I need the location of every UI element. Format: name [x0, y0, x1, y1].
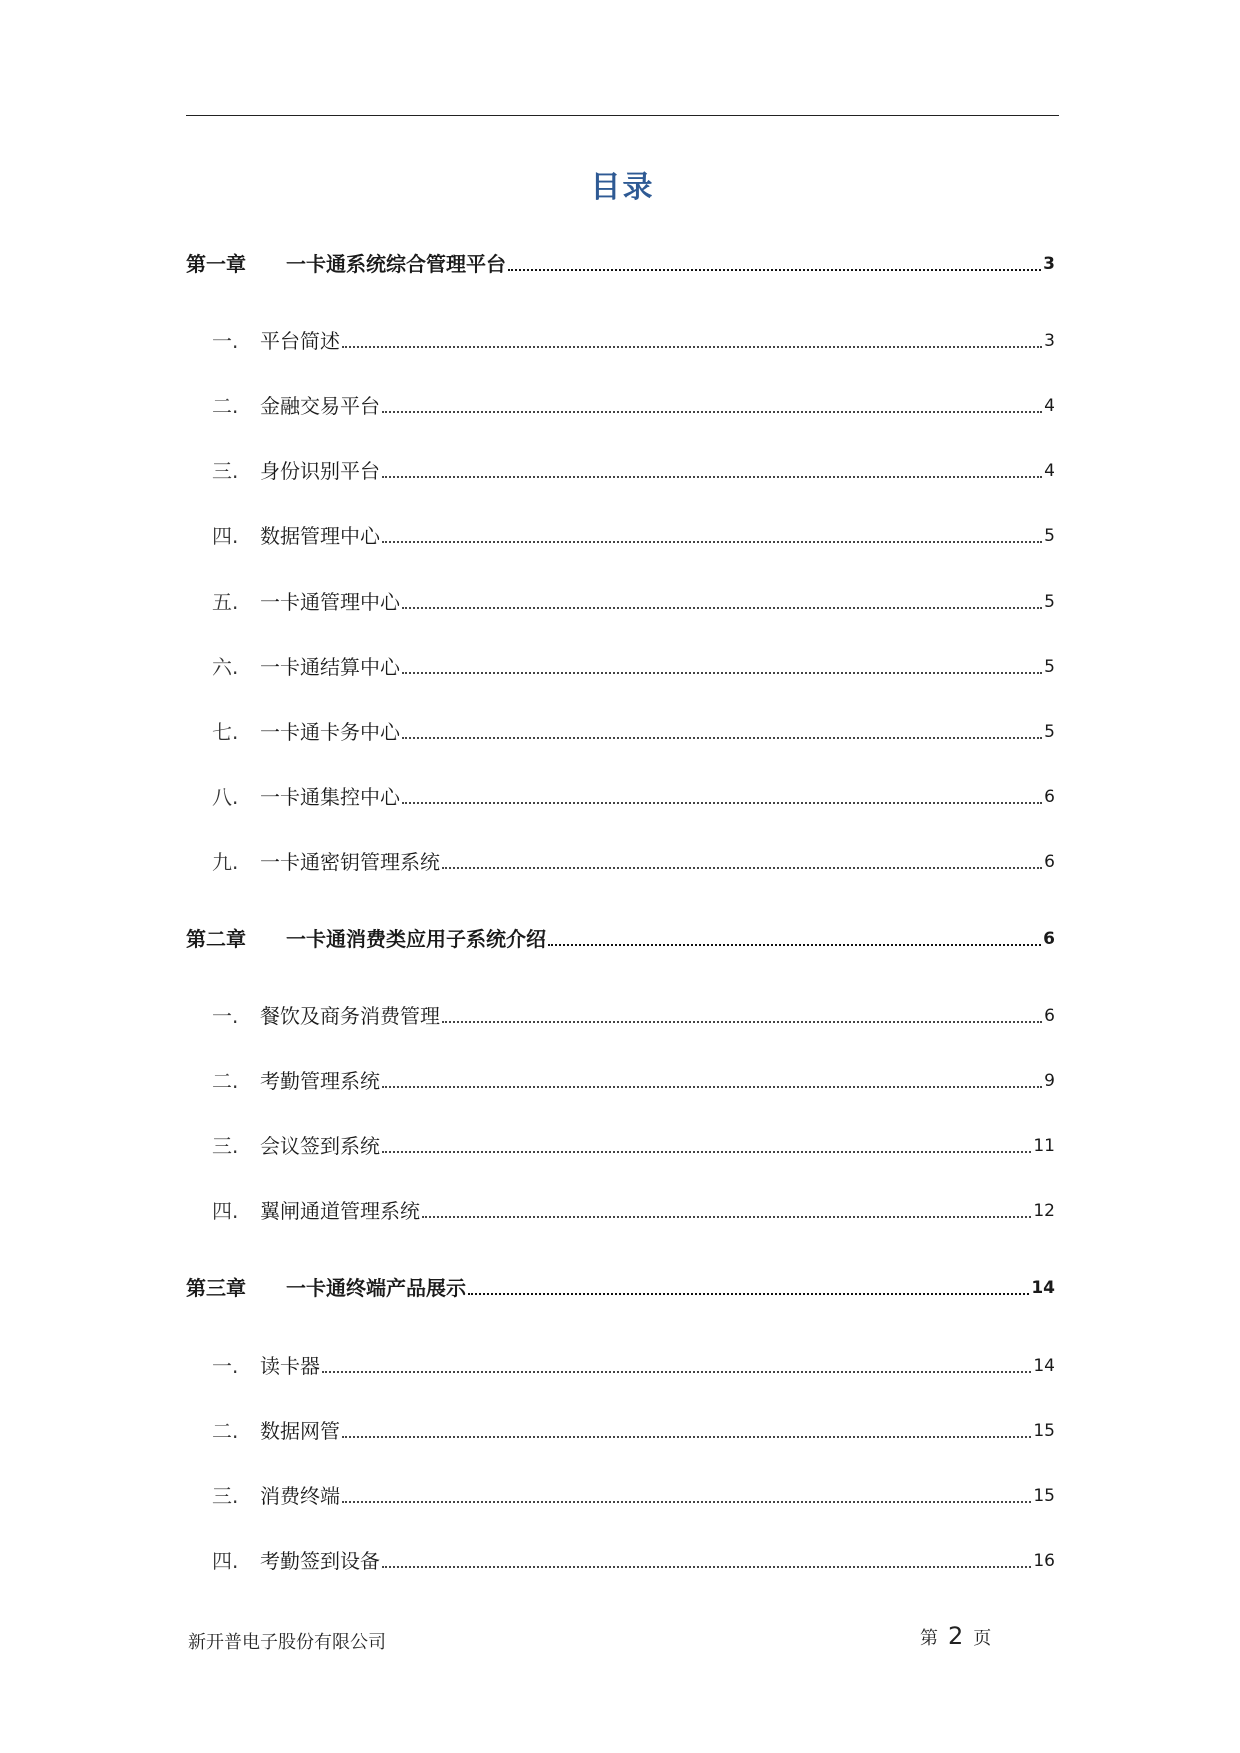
toc-entry-section[interactable]: [186, 584, 1059, 614]
toc-entry-label: 一卡通消费类应用子系统介绍: [286, 927, 546, 951]
toc-entry-page: 15: [1033, 1421, 1055, 1441]
toc-entry-page: 6: [1043, 929, 1055, 949]
toc-leader-dots: [548, 940, 1041, 946]
toc-entry-label: 金融交易平台: [260, 394, 380, 418]
toc-entry-section[interactable]: [186, 323, 1059, 353]
toc-entry-label: 一卡通密钥管理系统: [260, 850, 440, 874]
toc-entry-section[interactable]: [186, 1543, 1059, 1573]
toc-entry-label: 数据管理中心: [260, 524, 380, 548]
toc-list: [186, 0, 1059, 1753]
toc-entry-label: 数据网管: [260, 1419, 340, 1443]
toc-entry-section[interactable]: [186, 453, 1059, 483]
toc-entry-page: 4: [1044, 461, 1055, 481]
toc-entry-number: 三.: [212, 1484, 239, 1508]
toc-entry-chapter[interactable]: [186, 1270, 1059, 1300]
toc-entry-label: 会议签到系统: [260, 1134, 380, 1158]
footer-company-name: 新开普电子股份有限公司: [188, 1632, 386, 1653]
toc-leader-dots: [342, 1432, 1031, 1438]
toc-entry-page: 12: [1033, 1201, 1055, 1221]
toc-entry-number: 二.: [212, 1419, 239, 1443]
toc-entry-number: 七.: [212, 720, 239, 744]
toc-entry-label: 平台简述: [260, 329, 340, 353]
toc-leader-dots: [422, 1212, 1031, 1218]
toc-entry-label: 消费终端: [260, 1484, 340, 1508]
toc-entry-section[interactable]: [186, 998, 1059, 1028]
toc-entry-chapter[interactable]: [186, 921, 1059, 951]
footer-page-number: 2: [948, 1622, 964, 1650]
toc-entry-page: 5: [1044, 657, 1055, 677]
toc-leader-dots: [442, 863, 1042, 869]
toc-entry-section[interactable]: [186, 388, 1059, 418]
toc-entry-label: 考勤签到设备: [260, 1549, 380, 1573]
toc-leader-dots: [322, 1367, 1031, 1373]
toc-entry-section[interactable]: [186, 1063, 1059, 1093]
toc-entry-section[interactable]: [186, 714, 1059, 744]
toc-leader-dots: [402, 668, 1042, 674]
toc-entry-section[interactable]: [186, 1413, 1059, 1443]
toc-entry-page: 16: [1033, 1551, 1055, 1571]
toc-entry-page: 3: [1043, 254, 1055, 274]
toc-entry-section[interactable]: [186, 1478, 1059, 1508]
toc-entry-section[interactable]: [186, 1193, 1059, 1223]
toc-entry-page: 15: [1033, 1486, 1055, 1506]
toc-leader-dots: [382, 537, 1042, 543]
toc-leader-dots: [402, 603, 1042, 609]
toc-entry-section[interactable]: [186, 844, 1059, 874]
toc-leader-dots: [382, 407, 1042, 413]
toc-entry-label: 一卡通结算中心: [260, 655, 400, 679]
toc-entry-number: 二.: [212, 394, 239, 418]
footer-page-indicator: [920, 1622, 991, 1650]
toc-entry-page: 4: [1044, 396, 1055, 416]
toc-leader-dots: [468, 1289, 1029, 1295]
toc-entry-number: 一.: [212, 329, 239, 353]
toc-entry-page: 14: [1033, 1356, 1055, 1376]
toc-leader-dots: [342, 342, 1042, 348]
toc-entry-number: 三.: [212, 459, 239, 483]
toc-leader-dots: [342, 1497, 1031, 1503]
toc-entry-page: 5: [1044, 722, 1055, 742]
toc-entry-section[interactable]: [186, 518, 1059, 548]
toc-entry-number: 一.: [212, 1004, 239, 1028]
toc-entry-page: 5: [1044, 592, 1055, 612]
toc-entry-page: 6: [1044, 852, 1055, 872]
toc-entry-number: 四.: [212, 1199, 239, 1223]
toc-leader-dots: [382, 1082, 1042, 1088]
toc-entry-section[interactable]: [186, 779, 1059, 809]
toc-entry-label: 一卡通集控中心: [260, 785, 400, 809]
toc-entry-page: 6: [1044, 787, 1055, 807]
toc-entry-section[interactable]: [186, 649, 1059, 679]
toc-entry-number: 二.: [212, 1069, 239, 1093]
toc-entry-chapter[interactable]: [186, 246, 1059, 276]
toc-entry-label: 一卡通管理中心: [260, 590, 400, 614]
toc-entry-number: 一.: [212, 1354, 239, 1378]
toc-entry-label: 读卡器: [260, 1354, 320, 1378]
toc-entry-label: 身份识别平台: [260, 459, 380, 483]
toc-entry-page: 14: [1031, 1278, 1055, 1298]
toc-entry-label: 考勤管理系统: [260, 1069, 380, 1093]
toc-entry-page: 9: [1044, 1071, 1055, 1091]
toc-leader-dots: [508, 265, 1041, 271]
toc-entry-label: 一卡通系统综合管理平台: [286, 252, 506, 276]
toc-entry-number: 四.: [212, 524, 239, 548]
toc-entry-number: 四.: [212, 1549, 239, 1573]
toc-entry-label: 餐饮及商务消费管理: [260, 1004, 440, 1028]
toc-leader-dots: [442, 1017, 1042, 1023]
toc-title: 目录: [590, 170, 655, 205]
toc-leader-dots: [382, 472, 1042, 478]
toc-entry-section[interactable]: [186, 1348, 1059, 1378]
toc-entry-label: 一卡通卡务中心: [260, 720, 400, 744]
footer-page-suffix: 页: [973, 1628, 992, 1649]
toc-entry-number: 六.: [212, 655, 239, 679]
toc-entry-number: 八.: [212, 785, 239, 809]
toc-entry-section[interactable]: [186, 1128, 1059, 1158]
toc-entry-number: 九.: [212, 850, 239, 874]
toc-leader-dots: [382, 1562, 1031, 1568]
footer-page-prefix: 第: [920, 1628, 938, 1649]
toc-leader-dots: [402, 798, 1042, 804]
toc-leader-dots: [382, 1147, 1031, 1153]
toc-entry-number: 第三章: [186, 1276, 246, 1300]
toc-entry-label: 翼闸通道管理系统: [260, 1199, 420, 1223]
toc-entry-page: 11: [1033, 1136, 1055, 1156]
toc-entry-number: 第二章: [186, 927, 246, 951]
toc-entry-number: 五.: [212, 590, 239, 614]
toc-entry-page: 3: [1044, 331, 1055, 351]
toc-entry-page: 6: [1044, 1006, 1055, 1026]
toc-entry-number: 第一章: [186, 252, 246, 276]
toc-entry-label: 一卡通终端产品展示: [286, 1276, 466, 1300]
toc-entry-number: 三.: [212, 1134, 239, 1158]
toc-leader-dots: [402, 733, 1042, 739]
toc-entry-page: 5: [1044, 526, 1055, 546]
